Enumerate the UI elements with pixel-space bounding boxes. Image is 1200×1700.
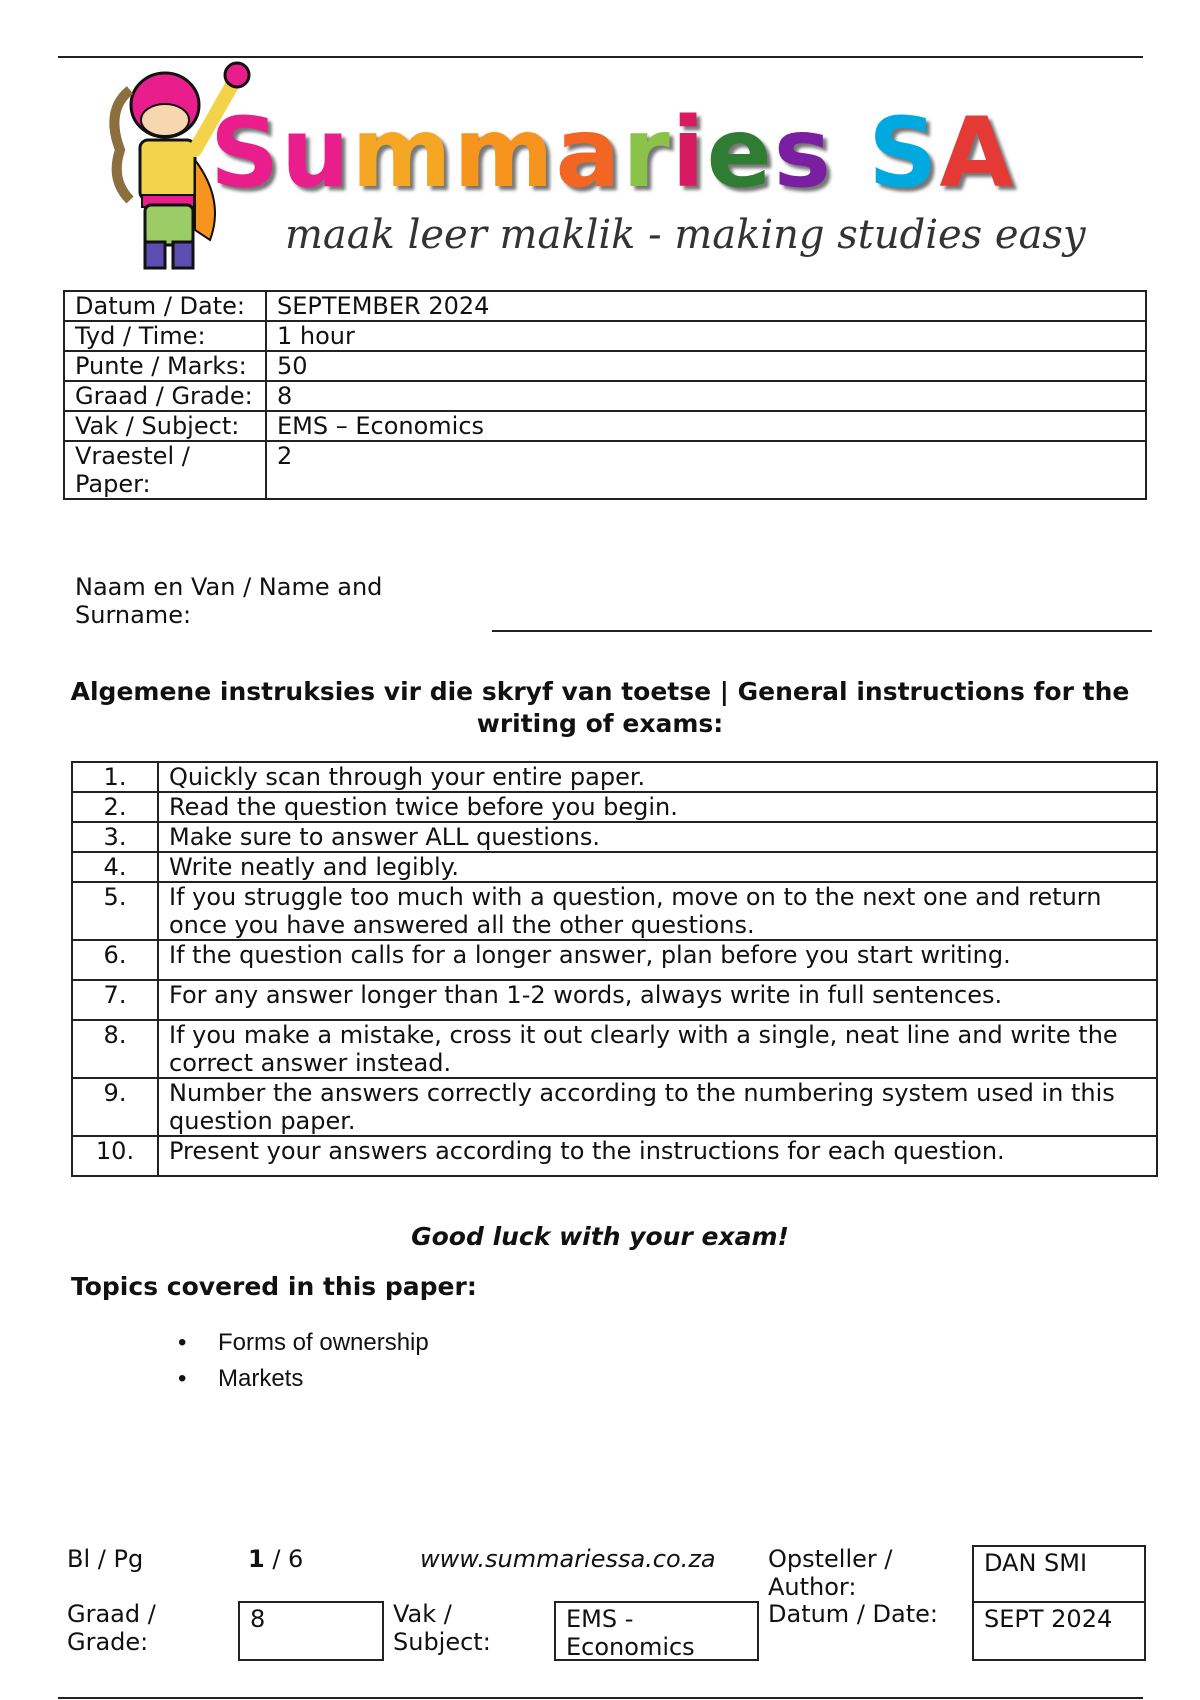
summaries-sa-logo: [100, 30, 1100, 280]
info-value: 1 hour: [266, 321, 1146, 351]
subject-value: EMS - Economics: [554, 1601, 759, 1661]
instruction-text: Make sure to answer ALL questions.: [158, 822, 1157, 852]
info-label: Datum / Date:: [64, 291, 266, 321]
instruction-text: Write neatly and legibly.: [158, 852, 1157, 882]
instruction-text: Number the answers correctly according to the numbering system used in this question paper.: [158, 1078, 1157, 1136]
info-value: 2: [266, 441, 1146, 499]
page-total: / 6: [272, 1545, 304, 1573]
website-url: www.summariessa.co.za: [420, 1545, 716, 1573]
instruction-text: For any answer longer than 1-2 words, always write in full sentences.: [158, 980, 1157, 1020]
info-row: [64, 441, 1146, 499]
instruction-text: If you make a mistake, cross it out clearly with a single, neat line and write the correct answer instead.: [158, 1020, 1157, 1078]
instruction-number: 6.: [72, 940, 158, 980]
brand-letter: r: [622, 97, 672, 209]
author-label: Opsteller / Author:: [768, 1545, 893, 1601]
info-label: Tyd / Time:: [64, 321, 266, 351]
date-label: Datum / Date:: [768, 1600, 938, 1628]
brand-letter: S: [210, 97, 282, 209]
exam-info-table: [63, 290, 1147, 500]
brand-wordmark: [210, 98, 1016, 208]
brand-letter: [833, 97, 868, 209]
brand-letter: S: [868, 97, 940, 209]
instruction-number: 8.: [72, 1020, 158, 1078]
info-value: SEPTEMBER 2024: [266, 291, 1146, 321]
brand-letter: m: [351, 97, 454, 209]
subject-label: Vak / Subject:: [393, 1600, 491, 1656]
instruction-row: [72, 882, 1157, 940]
info-row: [64, 321, 1146, 351]
brand-letter: e: [706, 97, 774, 209]
page-label: Bl / Pg: [67, 1545, 144, 1573]
instruction-number: 7.: [72, 980, 158, 1020]
instruction-number: 5.: [72, 882, 158, 940]
instruction-row: [72, 852, 1157, 882]
brand-tagline: maak leer maklik - making studies easy: [285, 212, 1086, 258]
info-label: Graad / Grade:: [64, 381, 266, 411]
topic-item: [178, 1361, 429, 1397]
author-value: DAN SMI: [972, 1545, 1146, 1603]
bullet-icon: •: [178, 1365, 187, 1392]
info-value: EMS – Economics: [266, 411, 1146, 441]
info-label: Vraestel / Paper:: [64, 441, 266, 499]
topic-text: Forms of ownership: [218, 1329, 429, 1356]
brand-letter: u: [281, 97, 352, 209]
name-surname-label: Naam en Van / Name and Surname:: [75, 573, 383, 629]
date-value: SEPT 2024: [972, 1601, 1146, 1661]
name-surname-input-line[interactable]: [492, 630, 1152, 632]
instruction-row: [72, 1020, 1157, 1078]
grade-value: 8: [238, 1601, 384, 1661]
brand-letter: A: [939, 97, 1016, 209]
instruction-row: [72, 940, 1157, 980]
info-value: 50: [266, 351, 1146, 381]
instruction-text: If the question calls for a longer answer, plan before you start writing.: [158, 940, 1157, 980]
bottom-rule: [58, 1697, 1143, 1699]
bullet-icon: •: [178, 1329, 187, 1356]
instructions-heading: Algemene instruksies vir die skryf van toetse | General instructions for the writing of exams:: [70, 677, 1130, 738]
instruction-row: [72, 792, 1157, 822]
topic-item: [178, 1325, 429, 1361]
instruction-number: 4.: [72, 852, 158, 882]
info-row: [64, 381, 1146, 411]
info-row: [64, 411, 1146, 441]
topics-heading: Topics covered in this paper:: [71, 1272, 477, 1301]
topic-text: Markets: [218, 1365, 304, 1392]
instruction-text: Read the question twice before you begin.: [158, 792, 1157, 822]
instruction-number: 10.: [72, 1136, 158, 1176]
info-label: Vak / Subject:: [64, 411, 266, 441]
instruction-row: [72, 822, 1157, 852]
instruction-row: [72, 980, 1157, 1020]
instruction-number: 3.: [72, 822, 158, 852]
info-row: [64, 351, 1146, 381]
instruction-text: Quickly scan through your entire paper.: [158, 762, 1157, 792]
info-label: Punte / Marks:: [64, 351, 266, 381]
page-current: 1: [248, 1545, 265, 1573]
info-row: [64, 291, 1146, 321]
instruction-row: [72, 1078, 1157, 1136]
instruction-number: 1.: [72, 762, 158, 792]
page-number: [248, 1545, 303, 1573]
brand-letter: a: [555, 97, 623, 209]
instruction-number: 9.: [72, 1078, 158, 1136]
brand-letter: s: [773, 97, 833, 209]
instruction-text: Present your answers according to the instructions for each question.: [158, 1136, 1157, 1176]
instructions-table: [71, 761, 1158, 1177]
instruction-row: [72, 762, 1157, 792]
brand-letter: m: [453, 97, 556, 209]
info-value: 8: [266, 381, 1146, 411]
instruction-number: 2.: [72, 792, 158, 822]
grade-label: Graad / Grade:: [67, 1600, 156, 1656]
good-luck-message: Good luck with your exam!: [411, 1222, 789, 1251]
brand-letter: i: [671, 97, 707, 209]
instruction-text: If you struggle too much with a question, move on to the next one and return once you have answered all the other questions.: [158, 882, 1157, 940]
instruction-row: [72, 1136, 1157, 1176]
topics-list: [178, 1325, 429, 1397]
